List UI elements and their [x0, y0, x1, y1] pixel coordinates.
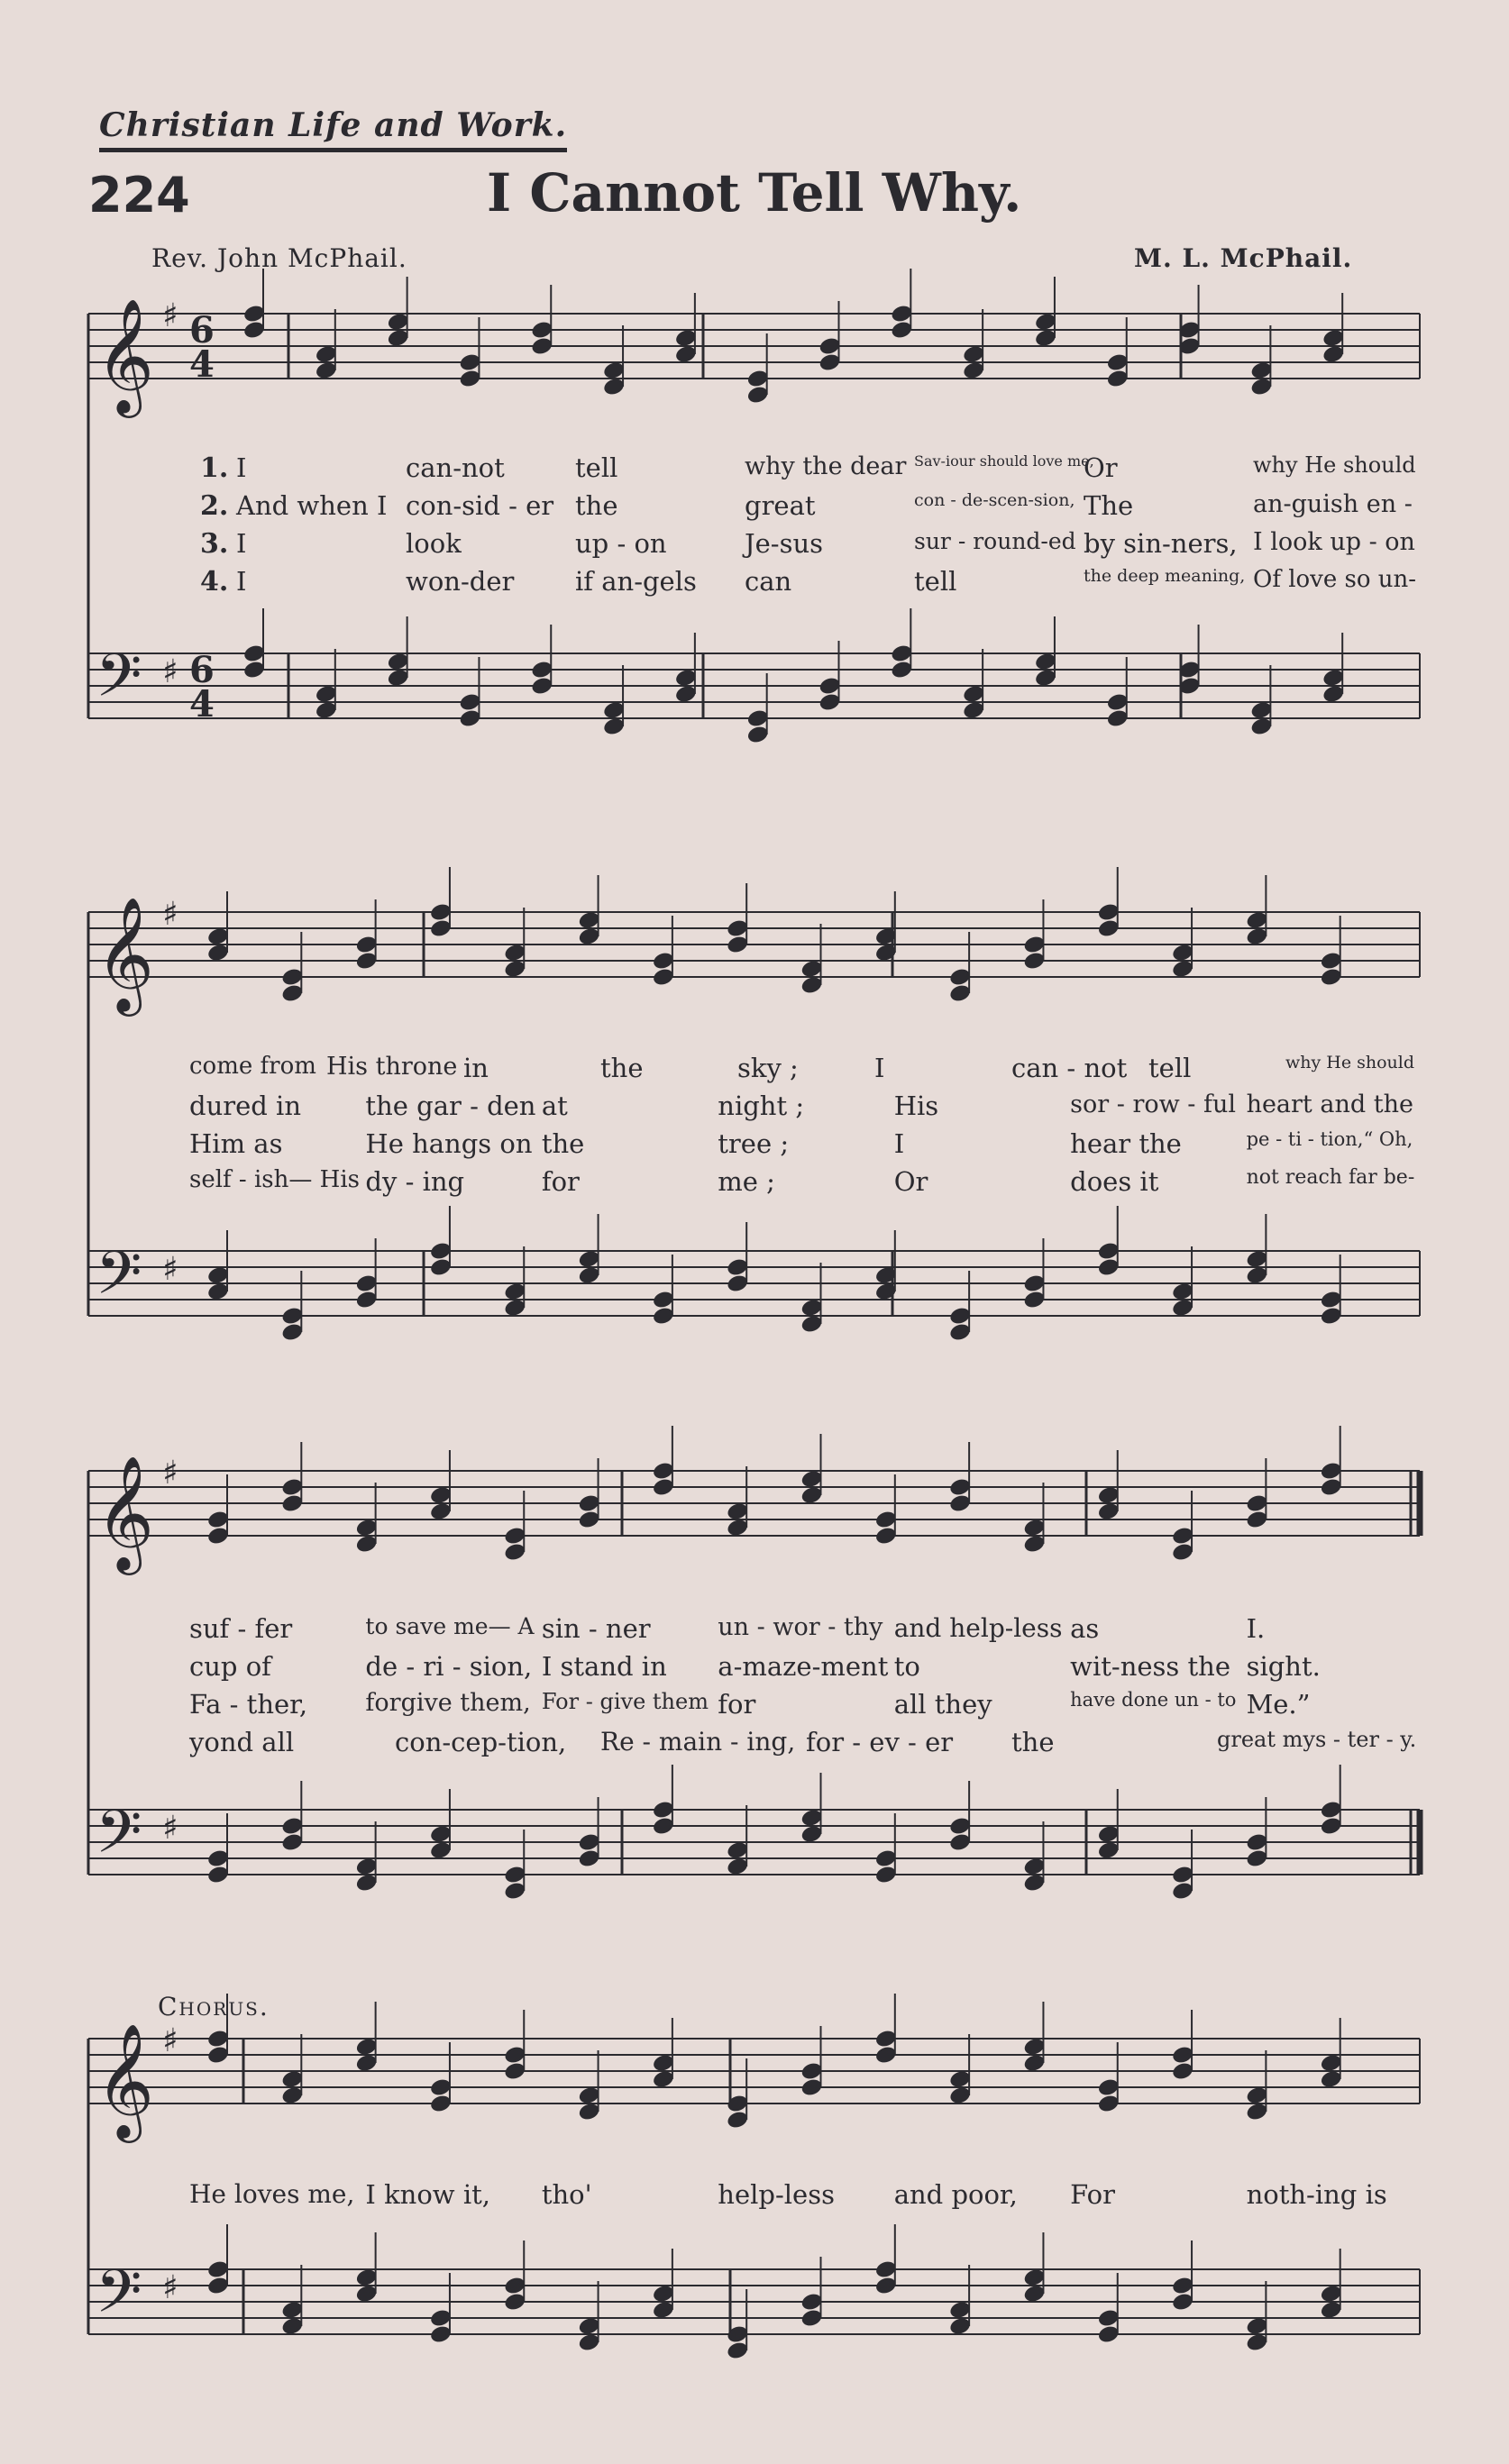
note-icon [503, 2240, 526, 2312]
note-icon [800, 2257, 823, 2328]
lyric-word: His [893, 1091, 939, 1121]
note-icon [503, 2010, 526, 2081]
lyric-word: I [236, 566, 247, 597]
lyric-word: tho' [541, 2179, 592, 2210]
lyric-word: sight. [1246, 1651, 1321, 1682]
lyric-word: The [1084, 490, 1134, 521]
lyric-word: for [718, 1689, 756, 1720]
section-header: Christian Life and Work. [99, 106, 567, 152]
note-icon [1022, 2232, 1046, 2304]
lyric-word: For [1070, 2179, 1115, 2210]
lyric-word: I. [1246, 1613, 1266, 1644]
lyric-word: Sav-iour should love me, [914, 452, 1094, 470]
sharp-icon: ♯ [162, 896, 178, 933]
note-icon [1245, 2050, 1268, 2122]
lyric-word: up - on [575, 528, 667, 559]
lyric-word: to [893, 1651, 920, 1682]
bass-clef-icon: 𝄢 [96, 641, 142, 725]
lyric-word: hear the [1070, 1128, 1182, 1159]
note-icon [429, 2042, 453, 2113]
lyric-word: And when I [236, 490, 388, 521]
lyric-word: the [575, 490, 618, 521]
lyric-word: as [1070, 1613, 1100, 1644]
note-icon [800, 2026, 823, 2097]
lyric-word: noth-ing is [1246, 2179, 1387, 2210]
lyric-word: dured in [189, 1091, 302, 1121]
lyric-word: Me.” [1246, 1689, 1311, 1720]
lyric-word: come from [189, 1053, 316, 1080]
verse-number: 1. [200, 452, 229, 484]
lyric-word: I [893, 1128, 905, 1159]
lyric-word: con-cep-tion, [395, 1727, 567, 1757]
lyric-word: the [600, 1053, 644, 1083]
lyric-word: sor - row - ful [1070, 1091, 1237, 1118]
chorus-label: Chorus. [158, 1992, 270, 2021]
lyric-word: sky ; [737, 1053, 799, 1083]
bass-clef-icon: 𝄢 [96, 1797, 142, 1881]
lyric-word: wit-ness the [1070, 1651, 1231, 1682]
lyric-word: by sin-ners, [1084, 528, 1238, 559]
lyric-word: Of love so un- [1253, 566, 1417, 593]
lyric-word: great mys - ter - y. [1217, 1727, 1417, 1752]
lyric-word: tree ; [718, 1128, 790, 1159]
verse-number: 4. [200, 566, 229, 598]
lyric-word: a-maze-ment [718, 1651, 889, 1682]
lyric-word: and poor, [893, 2179, 1018, 2210]
lyric-word: I know it, [365, 2179, 490, 2210]
note-icon [577, 2050, 600, 2122]
bass-clef-icon: 𝄢 [96, 2257, 142, 2341]
lyric-word: I stand in [541, 1651, 667, 1682]
lyric-word: suf - fer [189, 1613, 293, 1644]
lyric-word: pe - ti - tion,“ Oh, [1246, 1128, 1413, 1150]
verse-number: 3. [200, 528, 229, 560]
time-signature-top: 6 [189, 649, 215, 691]
note-icon [280, 2034, 304, 2105]
lyric-word: me ; [718, 1166, 775, 1197]
sharp-icon: ♯ [162, 653, 178, 690]
treble-clef-icon: 𝄞 [96, 1455, 155, 1570]
lyric-word: Him as [189, 1128, 283, 1159]
note-icon [206, 2224, 230, 2295]
sharp-icon: ♯ [162, 2022, 178, 2059]
lyric-word: why He should [1253, 452, 1416, 478]
lyric-line [0, 2179, 1509, 2215]
note-icon [1320, 2018, 1343, 2089]
lyric-word: can - not [1011, 1053, 1128, 1083]
lyric-word: I [236, 452, 247, 483]
lyric-word: all they [893, 1689, 992, 1720]
lyric-word: sur - round-ed [914, 528, 1076, 554]
lyric-word: con - de-scen-sion, [914, 490, 1075, 510]
lyric-word: can-not [406, 452, 505, 483]
verse-number: 2. [200, 490, 229, 522]
note-icon [1171, 2010, 1194, 2081]
sharp-icon: ♯ [162, 297, 178, 334]
time-signature-bottom: 4 [189, 343, 215, 386]
lyric-word: Or [1084, 452, 1118, 483]
treble-clef-icon: 𝄞 [96, 297, 155, 413]
lyric-word: His throne [326, 1053, 458, 1081]
lyric-word: yond all [189, 1727, 295, 1757]
note-icon [1320, 2249, 1343, 2320]
lyric-word: not reach far be- [1246, 1166, 1415, 1189]
note-icon [355, 2232, 379, 2304]
lyric-word: tell [914, 566, 957, 597]
lyric-word: night ; [718, 1091, 805, 1121]
sharp-icon: ♯ [162, 1455, 178, 1492]
lyric-word: forgive them, [365, 1689, 531, 1717]
lyric-word: heart and the [1246, 1091, 1413, 1118]
lyric-word: look [406, 528, 462, 559]
lyric-word: Fa - ther, [189, 1689, 308, 1720]
note-icon [948, 2034, 972, 2105]
treble-staff-3 [88, 1994, 1420, 2143]
lyric-word: and help-less [893, 1613, 1063, 1643]
lyric-word: at [541, 1091, 568, 1121]
hymn-title: I Cannot Tell Why. [487, 162, 1022, 224]
note-icon [1171, 2240, 1194, 2312]
lyric-word: Je-sus [745, 528, 824, 559]
note-icon [280, 2265, 304, 2336]
lyric-word: Or [893, 1166, 928, 1197]
note-icon [1245, 2281, 1268, 2352]
lyric-word: un - wor - thy [718, 1613, 883, 1641]
lyric-word: I look up - on [1253, 528, 1415, 556]
lyric-word: the gar - den [365, 1091, 536, 1121]
lyric-word: I [874, 1053, 885, 1083]
lyric-word: if an-gels [575, 566, 697, 597]
author-credit: Rev. John McPhail. [151, 243, 407, 273]
sharp-icon: ♯ [162, 2269, 178, 2306]
lyric-word: He hangs on [365, 1128, 533, 1159]
note-icon [429, 2273, 453, 2344]
time-signature-bottom: 4 [189, 683, 215, 726]
bass-clef-icon: 𝄢 [96, 1238, 142, 1322]
lyric-word: why He should [1285, 1053, 1415, 1072]
treble-clef-icon: 𝄞 [96, 896, 155, 1011]
note-icon [355, 2002, 379, 2073]
lyric-word: Re - main - ing, [600, 1727, 796, 1757]
lyric-word: help-less [718, 2179, 835, 2210]
lyric-word: for [541, 1166, 580, 1197]
lyric-word: tell [1148, 1053, 1192, 1083]
hymn-number: 224 [88, 167, 190, 224]
composer-credit: M. L. McPhail. [1134, 243, 1353, 273]
bass-staff-3 [88, 2224, 1420, 2360]
lyric-word: self - ish— His [189, 1166, 360, 1193]
lyric-word: tell [575, 452, 618, 483]
note-icon [1097, 2042, 1120, 2113]
lyric-word: the deep meaning, [1084, 566, 1246, 586]
lyric-word: why the dear [745, 452, 907, 480]
lyric-word: For - give them [541, 1689, 709, 1714]
note-icon [874, 2224, 898, 2295]
lyric-word: sin - ner [541, 1613, 651, 1644]
lyric-word: an-guish en - [1253, 490, 1413, 518]
lyric-word: cup of [189, 1651, 271, 1682]
note-icon [1022, 2002, 1046, 2073]
lyric-word: have done un - to [1070, 1689, 1237, 1711]
sharp-icon: ♯ [162, 1810, 178, 1847]
note-icon [948, 2265, 972, 2336]
lyric-word: for - ev - er [806, 1727, 954, 1757]
note-icon [577, 2281, 600, 2352]
treble-clef-icon: 𝄞 [96, 2022, 155, 2138]
lyric-word: great [745, 490, 816, 521]
lyric-word: the [1011, 1727, 1055, 1757]
lyric-word: to save me— A [365, 1613, 535, 1639]
lyric-word: does it [1070, 1166, 1159, 1197]
note-icon [206, 1994, 230, 2065]
note-icon [874, 1994, 898, 2065]
time-signature-top: 6 [189, 309, 215, 351]
lyric-word: de - ri - sion, [365, 1651, 533, 1682]
lyric-word: won-der [406, 566, 515, 597]
note-icon [1097, 2273, 1120, 2344]
note-icon [652, 2018, 675, 2089]
lyric-word: the [541, 1128, 585, 1159]
lyric-word: in [463, 1053, 489, 1083]
lyric-word: He loves me, [189, 2179, 355, 2209]
lyric-word: con-sid - er [406, 490, 554, 521]
lyric-word: I [236, 528, 247, 559]
lyric-word: dy - ing [365, 1166, 465, 1197]
note-icon [652, 2249, 675, 2320]
sharp-icon: ♯ [162, 1251, 178, 1288]
lyric-word: can [745, 566, 792, 597]
